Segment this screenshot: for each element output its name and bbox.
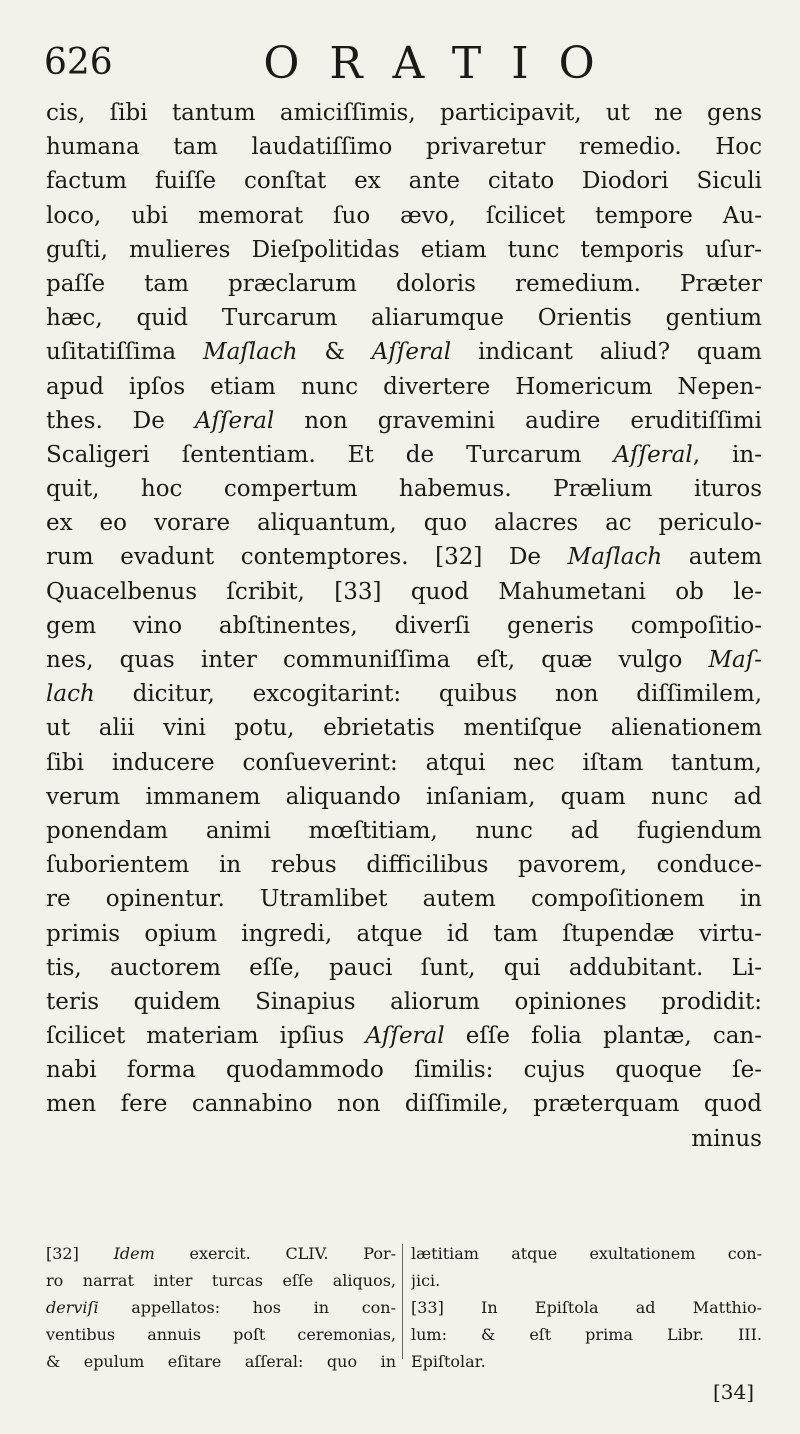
text-run: thes. De [46, 407, 195, 434]
italic-term: derviſi [46, 1298, 99, 1317]
text-run: re opinentur. Utramlibet autem compoſitionem in [46, 886, 762, 913]
footnotes [46, 1240, 762, 1390]
text-line [46, 882, 762, 916]
text-line [46, 1053, 762, 1087]
text-run: men fere cannabino non diſſimile, præterquam quod [46, 1091, 762, 1118]
text-run: [32] [46, 1244, 114, 1263]
catchword: [34] [712, 1380, 754, 1404]
footnote-line [411, 1348, 762, 1375]
text-run: ut alii vini potu, ebrietatis mentiſque alienationem [46, 715, 762, 742]
text-line [46, 370, 762, 404]
text-run: teris quidem Sinapius aliorum opiniones prodidit: [46, 988, 762, 1015]
text-line [46, 643, 762, 677]
text-run: rum evadunt contemptores. [32] De [46, 544, 568, 571]
text-run: indicant aliud? quam [451, 339, 762, 366]
text-line [46, 780, 762, 814]
page-header [44, 38, 760, 98]
text-run: loco, ubi memorat ſuo ævo, ſcilicet tempore Au- [46, 202, 762, 229]
text-run: ſcilicet materiam ipſius [46, 1023, 366, 1050]
text-line-last [46, 1122, 762, 1156]
text-line [46, 130, 762, 164]
footnote-line [46, 1294, 396, 1321]
footnote-line [411, 1321, 762, 1348]
text-run: tis, auctorem eſſe, pauci ſunt, qui addubitant. Li- [46, 954, 762, 981]
text-run: dicitur, excogitarint: quibus non diſſimilem, [94, 681, 762, 708]
footnote-line [46, 1267, 396, 1294]
text-run: humana tam laudatiſſimo privaretur remedio. Hoc [46, 134, 762, 161]
text-run: uſitatiſſima [46, 339, 204, 366]
italic-term: Maſ- [708, 647, 762, 673]
footnote-column-left [46, 1240, 396, 1375]
text-line [46, 267, 762, 301]
text-run: eſſe folia plantæ, can- [444, 1023, 762, 1050]
footnote-line [411, 1240, 762, 1267]
text-line [46, 985, 762, 1019]
text-run: apud ipſos etiam nunc divertere Homericum Nepen- [46, 373, 762, 400]
text-line [46, 814, 762, 848]
text-line [46, 96, 762, 130]
text-run: [33] In Epiſtola ad Matthio- [411, 1298, 762, 1317]
text-line [46, 677, 762, 711]
text-run: exercit. CLIV. Por- [154, 1244, 396, 1263]
text-run: quit, hoc compertum habemus. Prælium ituros [46, 476, 762, 503]
text-line [46, 1087, 762, 1121]
text-line [46, 404, 762, 438]
italic-term: lach [46, 681, 95, 708]
footnote-line [411, 1267, 762, 1294]
text-line [46, 848, 762, 882]
text-run: ex eo vorare aliquantum, quo alacres ac periculo- [46, 510, 762, 537]
text-run: ſuborientem in rebus difficilibus pavorem, conduce- [46, 852, 762, 879]
text-line [46, 609, 762, 643]
text-run: lum: & eſt prima Libr. III. [411, 1325, 762, 1344]
text-run: minus [691, 1125, 762, 1152]
text-line [46, 233, 762, 267]
text-run: autem [662, 544, 762, 571]
text-run: nabi forma quodammodo ſimilis: cujus quoque ſe- [46, 1057, 762, 1084]
footnote-column-right [411, 1240, 762, 1375]
text-run: jici. [411, 1271, 441, 1290]
text-run: hæc, quid Turcarum aliarumque Orientis gentium [46, 305, 762, 332]
text-line [46, 711, 762, 745]
text-line [46, 438, 762, 472]
text-run: appellatos: hos in con- [98, 1298, 396, 1317]
text-run: ſibi inducere conſueverint: atqui nec iſtam tantum, [46, 749, 762, 776]
text-run: gem vino abſtinentes, diverſi generis compoſitio- [46, 612, 762, 639]
text-line [46, 335, 762, 369]
text-run: verum immanem aliquando inſaniam, quam nunc ad [46, 783, 762, 810]
text-line [46, 472, 762, 506]
text-run: & [297, 339, 372, 366]
running-title: ORATIO [263, 38, 625, 89]
text-run: paſſe tam præclarum doloris remedium. Præter [46, 270, 762, 297]
text-run: primis opium ingredi, atque id tam ſtupendæ virtu- [46, 920, 762, 947]
text-run: nes, quas inter communiſſima eſt, quæ vulgo [46, 647, 709, 673]
text-line [46, 575, 762, 609]
text-run: ro narrat inter turcas eſſe aliquos, [46, 1271, 396, 1290]
text-line [46, 540, 762, 574]
text-run: & epulum eſitare aſſeral: quo in [46, 1352, 396, 1371]
italic-term: Maſlach [203, 339, 298, 366]
text-line [46, 951, 762, 985]
text-run: , in- [692, 441, 762, 468]
text-line [46, 1019, 762, 1053]
italic-term: Idem [113, 1244, 155, 1263]
footnote-line [46, 1348, 396, 1375]
text-line [46, 301, 762, 335]
text-run: lætitiam atque exultationem con- [411, 1244, 762, 1263]
text-run: non gravemini audire eruditiſſimi [274, 407, 762, 434]
italic-term: Aſſeral [613, 441, 693, 468]
text-run: Quacelbenus ſcribit, [33] quod Mahumetani ob le- [46, 578, 762, 605]
text-line [46, 917, 762, 951]
footnote-divider [402, 1244, 403, 1359]
text-run: ponendam animi mœſtitiam, nunc ad fugiendum [46, 817, 762, 844]
main-text-block [46, 96, 762, 1156]
footnote-line [411, 1294, 762, 1321]
text-line [46, 506, 762, 540]
italic-term: Aſſeral [365, 1023, 445, 1050]
text-run: ventibus annuis poſt ceremonias, [46, 1325, 396, 1344]
italic-term: Aſſeral [194, 407, 275, 434]
text-run: guſti, mulieres Dieſpolitidas etiam tunc temporis uſur- [46, 236, 762, 263]
footnote-line [46, 1321, 396, 1348]
text-line [46, 199, 762, 233]
text-run: factum fuiſſe conſtat ex ante citato Diodori Siculi [46, 168, 762, 195]
text-run: cis, ſibi tantum amiciſſimis, participavit, ut ne gens [46, 100, 762, 126]
text-run: Epiſtolar. [411, 1352, 486, 1371]
footnote-line [46, 1240, 396, 1267]
page-number: 626 [44, 42, 113, 83]
text-line [46, 164, 762, 198]
text-line [46, 746, 762, 780]
italic-term: Maſlach [567, 544, 663, 571]
italic-term: Aſſeral [371, 339, 452, 366]
text-run: Scaligeri ſententiam. Et de Turcarum [46, 441, 614, 468]
